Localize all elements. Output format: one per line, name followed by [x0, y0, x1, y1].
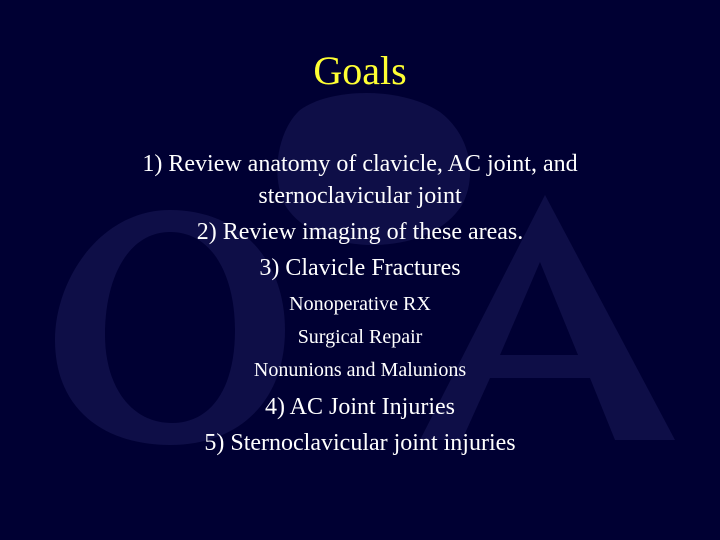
- list-item: 1) Review anatomy of clavicle, AC joint, and: [142, 151, 578, 177]
- slide-title: Goals: [313, 48, 407, 93]
- list-item: sternoclavicular joint: [258, 183, 462, 209]
- list-item: 2) Review imaging of these areas.: [196, 219, 524, 245]
- sub-list-item: Nonunions and Malunions: [253, 359, 467, 381]
- sub-list-item: Surgical Repair: [297, 326, 423, 348]
- list-item: 5) Sternoclavicular joint injuries: [204, 430, 516, 456]
- list-item: 4) AC Joint Injuries: [265, 394, 455, 420]
- bullet-list: [0, 148, 720, 459]
- sub-list-item: Nonoperative RX: [289, 293, 431, 315]
- list-item: 3) Clavicle Fractures: [259, 255, 461, 281]
